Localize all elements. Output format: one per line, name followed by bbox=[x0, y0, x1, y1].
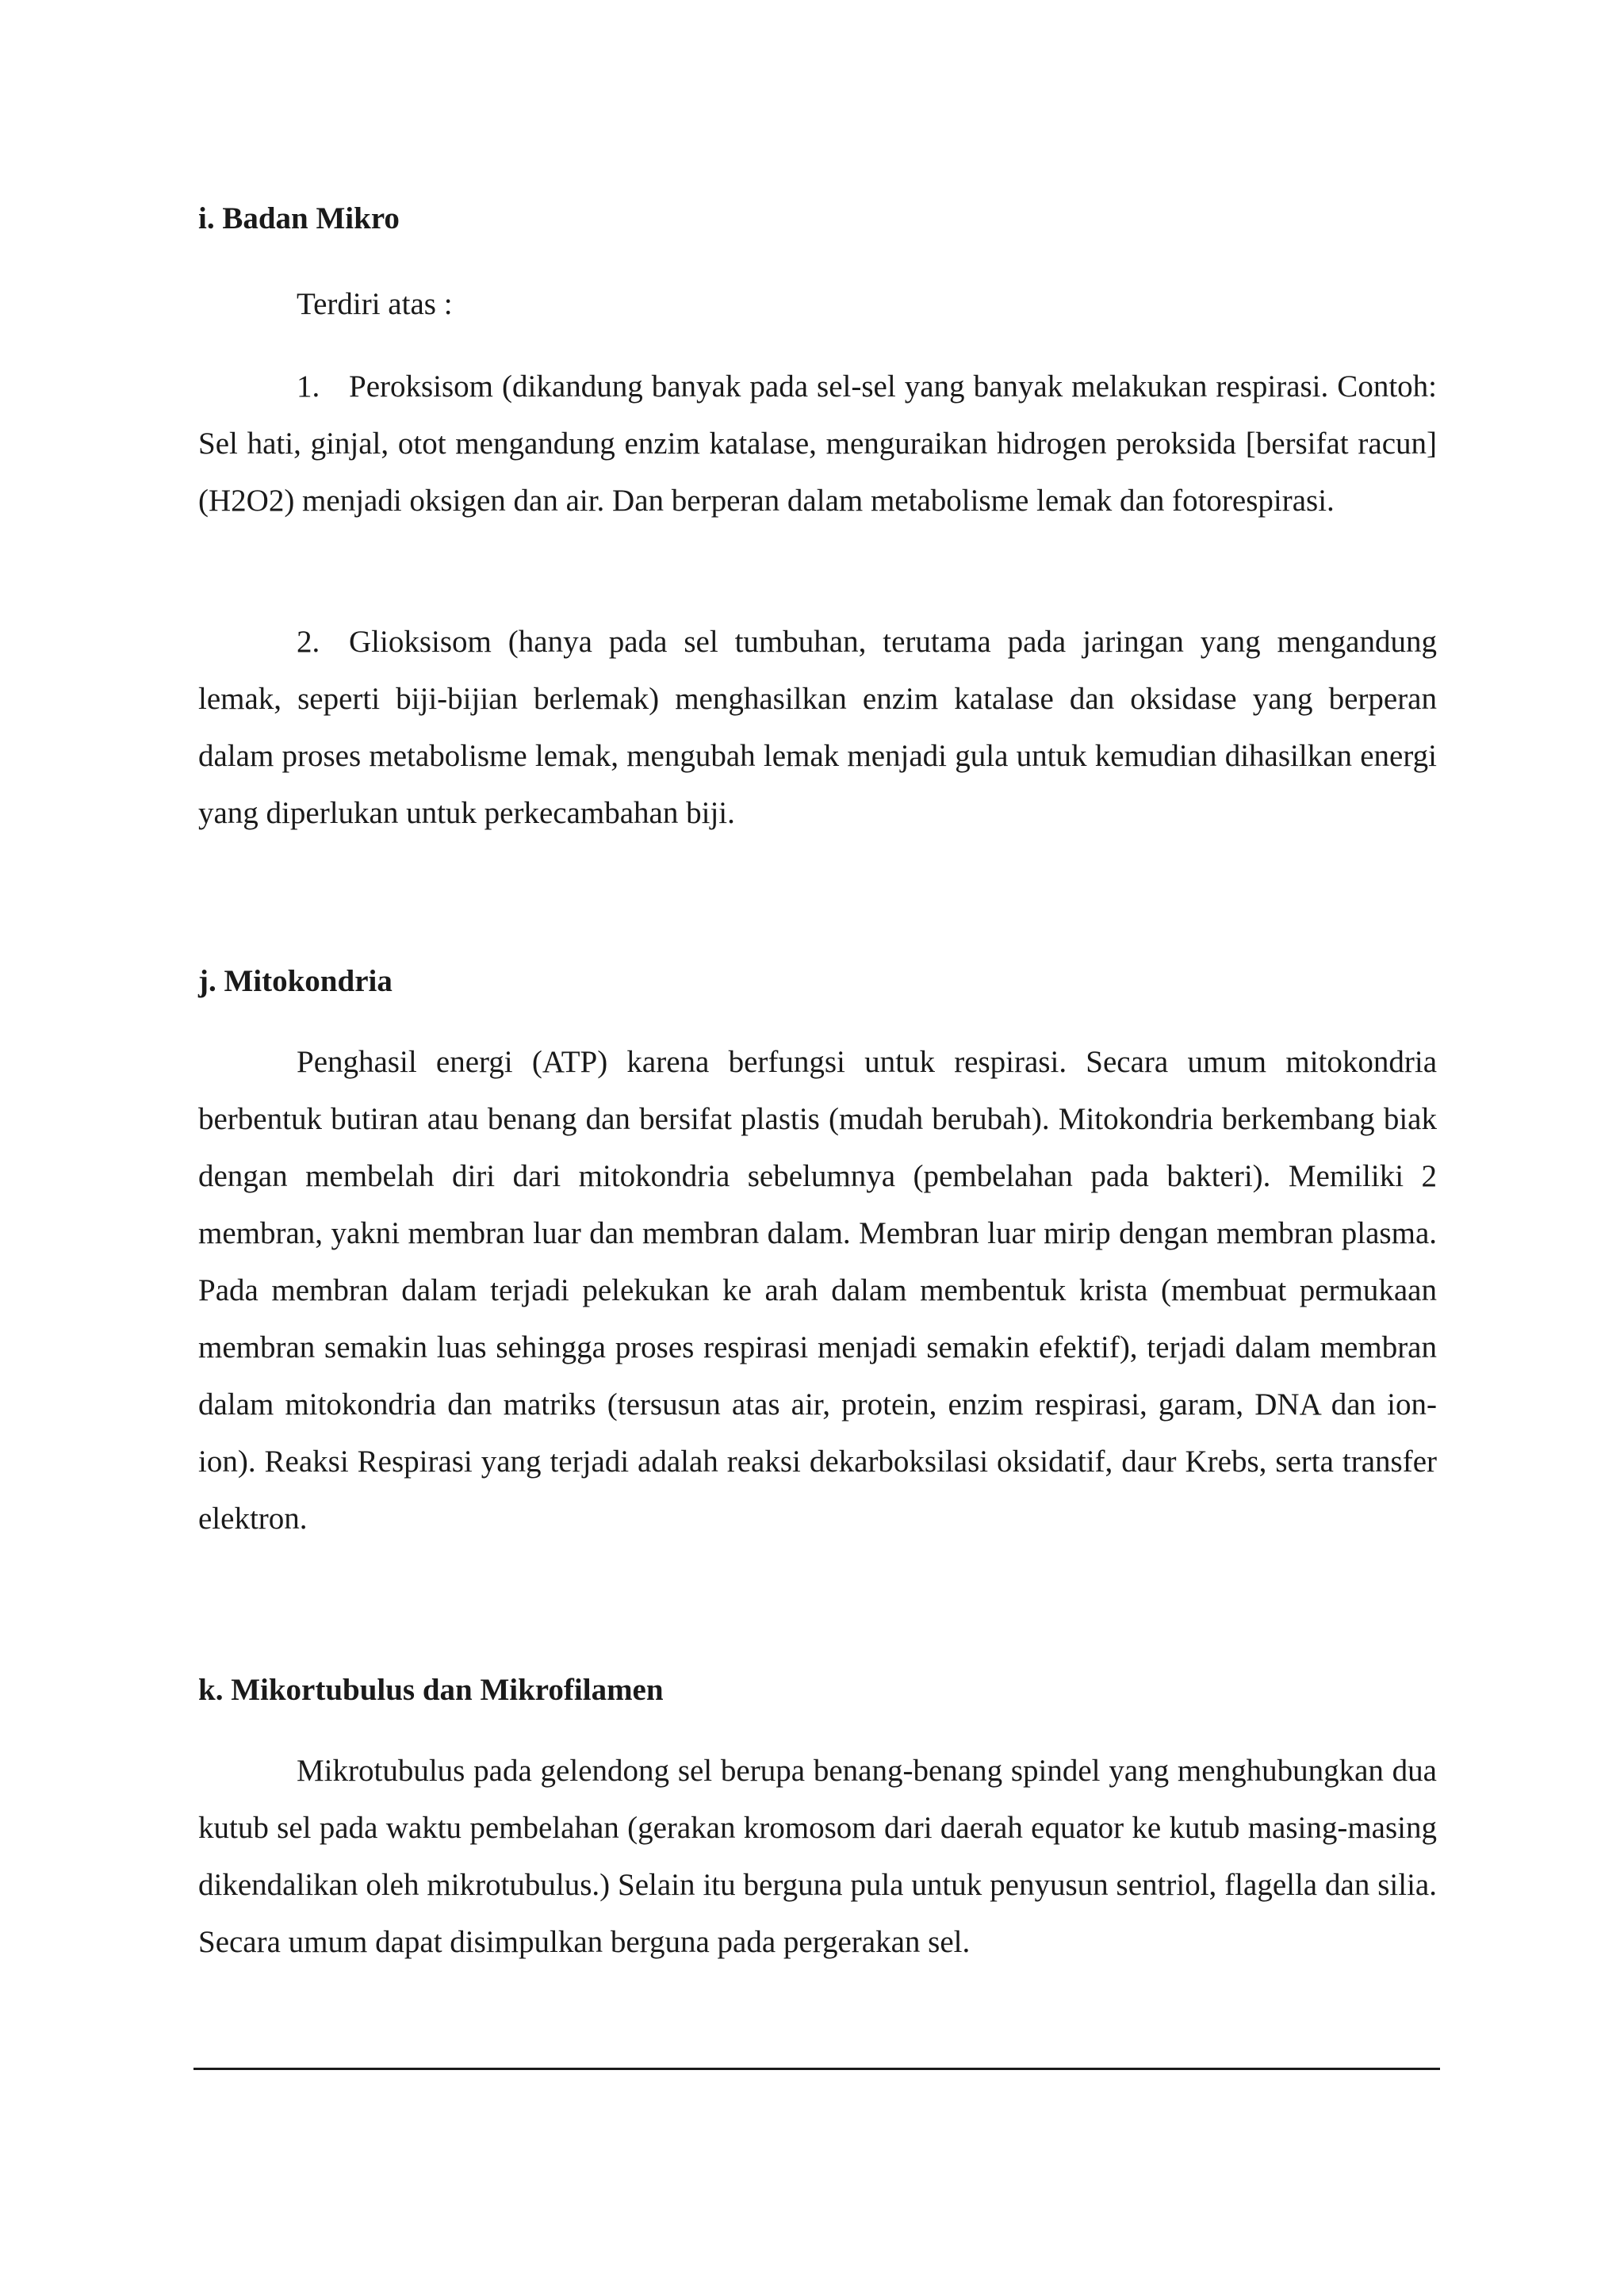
section-heading-mitokondria: j. Mitokondria bbox=[198, 964, 393, 998]
paragraph-mitokondria: Penghasil energi (ATP) karena berfungsi untuk respirasi. Secara umum mitokondria berbentuk butiran atau benang dan bersifat plastis (mudah berubah). Mitokondria berkembang biak dengan membelah diri dari mitokondria sebelumnya (pembelahan pada bakteri). Memiliki 2 membran, yakni membran luar dan membran dalam. Membran luar mirip dengan membran plasma. Pada membran dalam terjadi pelekukan ke arah dalam membentuk krista (membuat permukaan membran semakin luas sehingga proses respirasi menjadi semakin efektif), terjadi dalam membran dalam mitokondria dan matriks (tersusun atas air, protein, enzim respirasi, garam, DNA dan ion-ion). Reaksi Respirasi yang terjadi adalah reaksi dekarboksilasi oksidatif, daur Krebs, serta transfer elektron. bbox=[198, 1045, 1437, 1536]
section-intro: Terdiri atas : bbox=[297, 287, 453, 321]
list-item-text: Glioksisom (hanya pada sel tumbuhan, terutama pada jaringan yang mengandung lemak, seperti biji-bijian berlemak) menghasilkan enzim katalase dan oksidase yang berperan dalam proses metabolisme lemak, mengubah lemak menjadi gula untuk kemudian dihasilkan energi yang diperlukan untuk perkecambahan biji. bbox=[198, 625, 1437, 830]
paragraph-mikrotubulus: Mikrotubulus pada gelendong sel berupa benang-benang spindel yang menghubungkan dua kutub sel pada waktu pembelahan (gerakan kromosom dari daerah equator ke kutub masing-masing dikendalikan oleh mikrotubulus.) Selain itu berguna pula untuk penyusun sentriol, flagella dan silia. Secara umum dapat disimpulkan berguna pada pergerakan sel. bbox=[198, 1754, 1437, 1959]
section-heading-badan-mikro: i. Badan Mikro bbox=[198, 201, 400, 235]
section-heading-mikrotubulus: k. Mikortubulus dan Mikrofilamen bbox=[198, 1673, 664, 1707]
list-item-number: 2. bbox=[297, 625, 320, 659]
footer-divider bbox=[193, 2068, 1440, 2070]
list-item-peroksisom bbox=[198, 358, 1437, 530]
list-item-glioksisom bbox=[198, 614, 1437, 842]
list-item-text: Peroksisom (dikandung banyak pada sel-sel yang banyak melakukan respirasi. Contoh: Sel hati, ginjal, otot mengandung enzim katalase, menguraikan hidrogen peroksida [bersifat racun] (H2O2) menjadi oksigen dan air. Dan berperan dalam metabolisme lemak dan fotorespirasi. bbox=[198, 369, 1437, 518]
list-item-number: 1. bbox=[297, 369, 320, 404]
